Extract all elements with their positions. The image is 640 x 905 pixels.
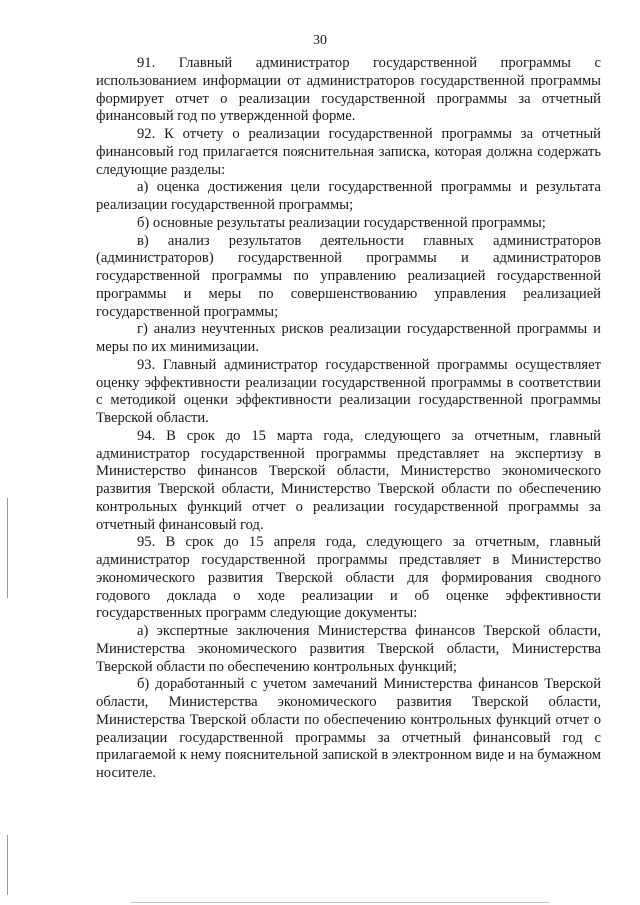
paragraph-93: 93. Главный администратор государственной программы осуществляет оценку эффективности реализации государственной программы в соответствии с методикой оценки эффективности реализации государственной программы Тверской области. <box>96 356 601 426</box>
paragraph-95-item-a: а) экспертные заключения Министерства финансов Тверской области, Министерства экономического развития Тверской области, Министерства Тверской области по обеспечению контрольных функций; <box>96 623 601 675</box>
scan-bottom-line <box>130 902 550 903</box>
scan-edge-mark <box>7 835 8 895</box>
paragraph-91: 91. Главный администратор государственной программы с использованием информации от администраторов государственной программы формирует отчет о реализации государственной программы за отчетный финансовый год по утвержденной форме. <box>96 55 601 125</box>
paragraph-92-item-v: в) анализ результатов деятельности главных администраторов (администраторов) государственной программы и администраторов государственной программы по управлению реализацией государственной программы и меры по совершенствованию управления реализацией государственной программы; <box>96 232 601 320</box>
document-body <box>96 55 601 783</box>
paragraph-92: 92. К отчету о реализации государственной программы за отчетный финансовый год прилагается пояснительная записка, которая должна содержать следующие разделы: <box>96 126 601 178</box>
paragraph-95-item-b: б) доработанный с учетом замечаний Министерства финансов Тверской области, Министерства экономического развития Тверской области, Министерства Тверской области по обеспечению контрольных функций отчет о реализации государственной программы за отчетный финансовый год с прилагаемой к нему пояснительной запиской в электронном виде и на бумажном носителе. <box>96 676 601 781</box>
page-number: 30 <box>313 33 327 48</box>
paragraph-94: 94. В срок до 15 марта года, следующего за отчетным, главный администратор государственной программы представляет на экспертизу в Министерство финансов Тверской области, Министерство экономического развития Тверской области, Министерство Тверской области по обеспечению контрольных функций отчет о реализации государственной программы за отчетный финансовый год. <box>96 427 601 533</box>
scan-edge-mark <box>7 498 8 598</box>
paragraph-92-item-a: а) оценка достижения цели государственной программы и результата реализации государственной программы; <box>96 179 601 213</box>
paragraph-92-item-b: б) основные результаты реализации государственной программы; <box>137 214 546 231</box>
paragraph-95: 95. В срок до 15 апреля года, следующего за отчетным, главный администратор государственной программы представляет в Министерство экономического развития Тверской области для формирования сводного годового доклада о ходе реализации и об оценке эффективности государственных программ следующие документы: <box>96 534 601 622</box>
paragraph-92-item-g: г) анализ неучтенных рисков реализации государственной программы и меры по их минимизации. <box>96 321 601 355</box>
